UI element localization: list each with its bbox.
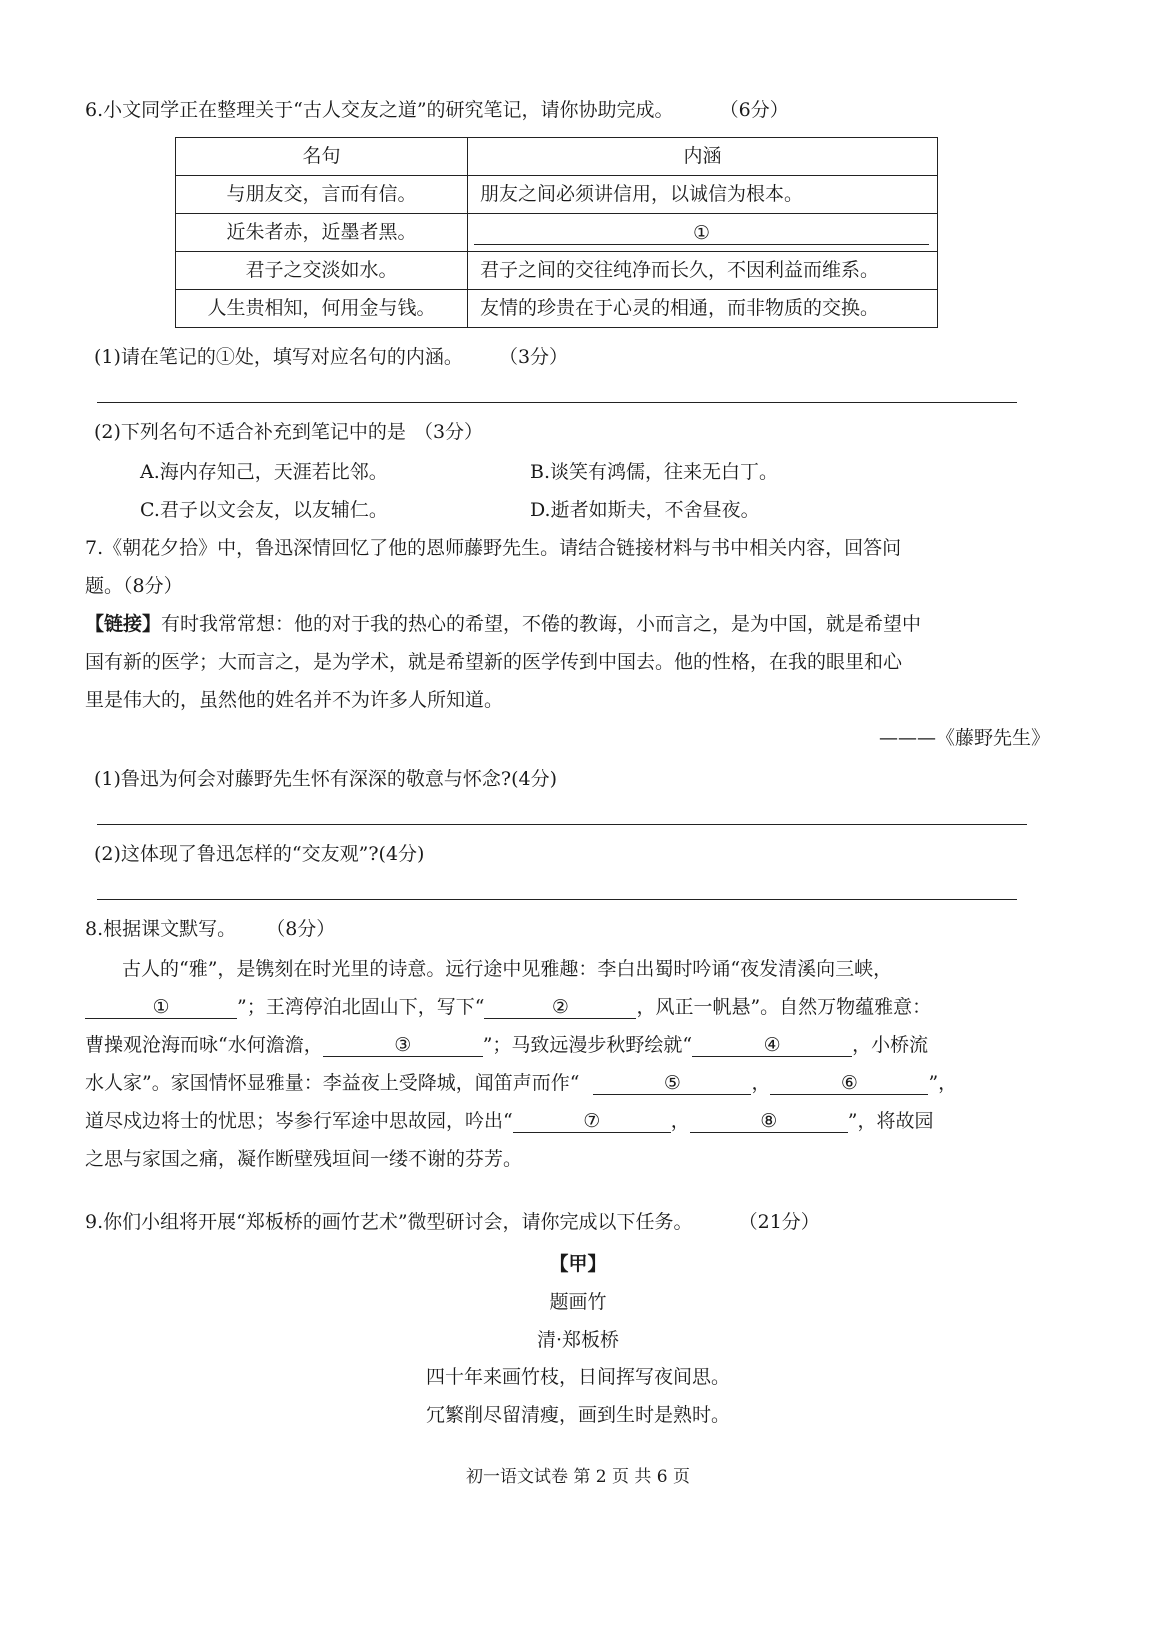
link-text: 有时我常常想：他的对于我的热心的希望，不倦的教诲，小而言之，是为中国，就是希望中 [161, 613, 922, 635]
q6-sub2 [94, 423, 483, 442]
table-cell-quote: 与朋友交，言而有信。 [176, 176, 468, 214]
q7-line1: 7.《朝花夕拾》中，鲁迅深情回忆了他的恩师藤野先生。请结合链接材料与书中相关内容，回答问 [85, 537, 902, 559]
option-a[interactable]: A.海内存知己，天涯若比邻。 [140, 461, 388, 483]
q8-para-line4 [85, 1072, 957, 1095]
q8-text: ，小桥流 [852, 1034, 929, 1056]
q7-source: ———《藤野先生》 [878, 727, 1050, 749]
table-header-meaning: 内涵 [468, 138, 938, 176]
friendship-notes-table [175, 137, 938, 328]
poem-line-2: 冗繁削尽留清瘦，画到生时是熟时。 [425, 1404, 730, 1426]
q8-para-line1: 古人的“雅”，是镌刻在时光里的诗意。远行途中见雅趣：李白出蜀时吟诵“夜发清溪向三峡， [122, 958, 893, 980]
table-row [176, 214, 938, 252]
option-d[interactable]: D.逝者如斯夫，不舍昼夜。 [530, 499, 760, 521]
section-label-jia: 【甲】 [549, 1253, 607, 1275]
q8-para-line5 [85, 1110, 933, 1133]
table-cell-meaning: 君子之间的交往纯净而长久，不因利益而维系。 [468, 252, 938, 290]
q8-text: 水人家”。家国情怀显雅量：李益夜上受降城，闻笛声而作“ [85, 1072, 580, 1094]
dictation-blank-4[interactable]: ④ [692, 1034, 852, 1057]
q9-title [85, 1213, 820, 1232]
q6-sub1 [94, 348, 568, 367]
q8-text: 曹操观沧海而咏“水何澹澹， [85, 1034, 323, 1056]
table-cell-quote: 人生贵相知，何用金与钱。 [176, 290, 468, 328]
q6-title-text: 6.小文同学正在整理关于“古人交友之道”的研究笔记，请你协助完成。 [85, 99, 674, 121]
q8-title [85, 920, 335, 939]
q7-link-line2: 国有新的医学；大而言之，是为学术，就是希望新的医学传到中国去。他的性格，在我的眼里和心 [85, 651, 903, 673]
q9-title-text: 9.你们小组将开展“郑板桥的画竹艺术”微型研讨会，请你完成以下任务。 [85, 1211, 693, 1233]
poem-title: 题画竹 [549, 1291, 607, 1313]
q7-link-line3: 里是伟大的，虽然他的姓名并不为许多人所知道。 [85, 689, 504, 711]
q8-sep: ， [670, 1110, 690, 1132]
dictation-blank-8[interactable]: ⑧ [690, 1110, 848, 1133]
table-row [176, 176, 938, 214]
q8-text: ”；马致远漫步秋野绘就“ [482, 1034, 693, 1056]
q6-sub1-score: （3分） [498, 346, 569, 368]
dictation-blank-2[interactable]: ② [484, 996, 636, 1019]
q9-score: （21分） [738, 1211, 820, 1233]
q7-sub1: (1)鲁迅为何会对藤野先生怀有深深的敬意与怀念?(4分) [94, 768, 558, 790]
answer-line-q7-1[interactable] [97, 824, 1027, 825]
q8-sep: ， [751, 1072, 771, 1094]
link-tag: 【链接】 [85, 613, 162, 635]
table-cell-quote: 近朱者赤，近墨者黑。 [176, 214, 468, 252]
q8-text: ”，将故园 [847, 1110, 934, 1132]
table-header-quote: 名句 [176, 138, 468, 176]
q6-title [85, 101, 789, 120]
dictation-blank-3[interactable]: ③ [323, 1034, 483, 1057]
table-row [176, 290, 938, 328]
table-cell-meaning: 友情的珍贵在于心灵的相通，而非物质的交换。 [468, 290, 938, 328]
table-cell-meaning-blank[interactable] [468, 214, 938, 252]
dictation-blank-5[interactable]: ⑤ [593, 1072, 751, 1095]
q8-para-line2 [85, 996, 931, 1019]
option-b[interactable]: B.谈笑有鸿儒，往来无白丁。 [530, 461, 779, 483]
dictation-blank-1[interactable]: ① [85, 996, 237, 1019]
q6-score: （6分） [719, 99, 789, 121]
q7-link-line1 [85, 615, 921, 634]
option-c[interactable]: C.君子以文会友，以友辅仁。 [140, 499, 388, 521]
q8-text: ，风正一帆悬”。自然万物蕴雅意： [636, 996, 932, 1018]
poem-author: 清·郑板桥 [536, 1329, 620, 1351]
table-row [176, 252, 938, 290]
answer-line-q7-2[interactable] [97, 899, 1017, 900]
page-footer: 初一语文试卷 第 2 页 共 6 页 [465, 1467, 691, 1487]
q7-sub2: (2)这体现了鲁迅怎样的“交友观”?(4分) [94, 843, 425, 865]
q7-line2: 题。（8分） [85, 575, 183, 597]
dictation-blank-7[interactable]: ⑦ [513, 1110, 671, 1133]
q8-para-line6: 之思与家国之痛，凝作断壁残垣间一缕不谢的芬芳。 [85, 1148, 523, 1170]
table-cell-quote: 君子之交淡如水。 [176, 252, 468, 290]
answer-line-q6-1[interactable] [97, 402, 1017, 403]
table-cell-meaning: 朋友之间必须讲信用，以诚信为根本。 [468, 176, 938, 214]
q8-text: ”， [928, 1072, 958, 1094]
dictation-blank-6[interactable]: ⑥ [770, 1072, 928, 1095]
q6-sub1-text: (1)请在笔记的①处，填写对应名句的内涵。 [94, 346, 463, 368]
answer-blank-1[interactable]: ① [474, 220, 929, 245]
q6-sub2-score: （3分） [413, 421, 484, 443]
q6-sub2-text: (2)下列名句不适合补充到笔记中的是 [94, 421, 406, 443]
poem-line-1: 四十年来画竹枝，日间挥写夜间思。 [425, 1366, 730, 1388]
q8-para-line3 [85, 1034, 928, 1057]
table-header-row [176, 138, 938, 176]
q8-text: 道尽戍边将士的忧思；岑参行军途中思故园，吟出“ [85, 1110, 513, 1132]
q8-title-text: 8.根据课文默写。 [85, 918, 237, 940]
q8-text: ”；王湾停泊北固山下，写下“ [237, 996, 485, 1018]
q8-score: （8分） [266, 918, 336, 940]
